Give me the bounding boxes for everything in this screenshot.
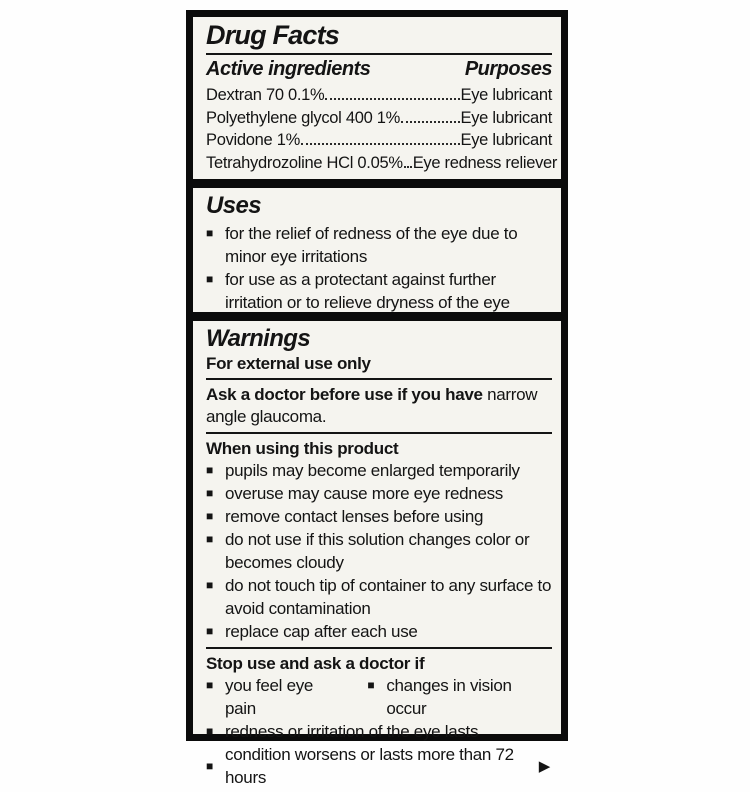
stop-use-item-text: condition worsens or lasts more than 72 hours xyxy=(225,745,514,787)
section-rule xyxy=(206,378,552,380)
uses-item xyxy=(206,222,552,268)
square-bullet-icon: ■ xyxy=(206,624,213,638)
square-bullet-icon: ■ xyxy=(206,486,213,500)
when-using-item xyxy=(206,505,552,528)
when-using-item-text: replace cap after each use xyxy=(225,622,418,641)
section-active-ingredients xyxy=(193,17,561,179)
ask-doctor-bold-text: Ask a doctor before use if you have xyxy=(206,385,483,404)
title-rule xyxy=(206,53,552,55)
square-bullet-icon: ■ xyxy=(206,758,213,773)
active-ingredients-heading: Active ingredients xyxy=(206,58,371,80)
stop-use-item xyxy=(367,674,552,720)
ingredient-row xyxy=(206,84,552,107)
ask-doctor-text xyxy=(206,384,552,428)
stop-use-item xyxy=(206,743,552,789)
ingredient-row xyxy=(206,107,552,130)
square-bullet-icon: ■ xyxy=(206,578,213,592)
when-using-item-text: do not use if this solution changes color or becomes cloudy xyxy=(225,530,530,572)
ingredient-name: Polyethylene glycol 400 1% xyxy=(206,108,400,127)
uses-item xyxy=(206,268,552,314)
ingredient-row xyxy=(206,129,552,152)
stop-use-heading: Stop use and ask a doctor if xyxy=(206,654,425,673)
square-bullet-icon: ■ xyxy=(206,532,213,546)
when-using-heading: When using this product xyxy=(206,439,399,458)
uses-item-text: for use as a protectant against further irritation or to relieve dryness of the eye xyxy=(225,270,510,312)
ingredient-purpose: Eye lubricant xyxy=(460,131,552,149)
purposes-heading: Purposes xyxy=(464,58,552,80)
stop-use-item-text: changes in vision occur xyxy=(386,676,512,718)
uses-heading: Uses xyxy=(206,192,261,219)
section-rule xyxy=(206,432,552,434)
section-rule xyxy=(206,647,552,649)
square-bullet-icon: ■ xyxy=(206,463,213,477)
dot-leader xyxy=(401,121,460,123)
dot-leader xyxy=(404,166,412,168)
active-ingredients-header-row xyxy=(206,57,552,82)
ingredient-name: Dextran 70 0.1% xyxy=(206,86,325,104)
square-bullet-icon: ■ xyxy=(206,226,213,240)
when-using-item xyxy=(206,574,552,620)
ingredient-purpose: Eye lubricant xyxy=(460,86,552,104)
ingredient-row xyxy=(206,152,558,175)
external-use-text: For external use only xyxy=(206,354,371,373)
ingredient-purpose: Eye redness reliever xyxy=(412,153,558,172)
stop-use-inline-row xyxy=(206,674,552,720)
drug-facts-label xyxy=(186,10,568,787)
square-bullet-icon: ■ xyxy=(206,678,213,692)
when-using-item xyxy=(206,620,552,643)
square-bullet-icon: ■ xyxy=(206,724,213,738)
square-bullet-icon: ■ xyxy=(367,678,375,692)
square-bullet-icon: ■ xyxy=(206,509,213,523)
stop-use-item-text: redness or irritation of the eye lasts xyxy=(225,722,479,741)
dot-leader xyxy=(301,143,460,145)
drug-facts-title: Drug Facts xyxy=(206,20,340,50)
dot-leader xyxy=(325,98,459,100)
ingredient-name: Tetrahydrozoline HCl 0.05% xyxy=(206,153,403,172)
ingredient-name: Povidone 1% xyxy=(206,131,300,149)
when-using-item xyxy=(206,459,552,482)
stop-use-item xyxy=(206,674,345,720)
continuation-arrow-icon: ▶ xyxy=(538,757,550,775)
when-using-item-text: overuse may cause more eye redness xyxy=(225,484,503,503)
warnings-heading: Warnings xyxy=(206,325,311,352)
when-using-item-text: remove contact lenses before using xyxy=(225,507,484,526)
square-bullet-icon: ■ xyxy=(206,272,213,286)
section-warnings xyxy=(193,312,561,792)
ask-doctor-normal-text: narrow angle glaucoma. xyxy=(206,385,538,426)
stop-use-item xyxy=(206,720,552,743)
when-using-item xyxy=(206,528,552,574)
when-using-item xyxy=(206,482,552,505)
stop-use-item-text: you feel eye pain xyxy=(225,676,314,718)
uses-item-text: for the relief of redness of the eye due to minor eye irritations xyxy=(225,224,518,266)
ingredient-purpose: Eye lubricant xyxy=(460,108,552,127)
when-using-item-text: pupils may become enlarged temporarily xyxy=(225,461,520,480)
when-using-item-text: do not touch tip of container to any surface to avoid contamination xyxy=(225,576,552,618)
section-uses xyxy=(193,179,561,312)
